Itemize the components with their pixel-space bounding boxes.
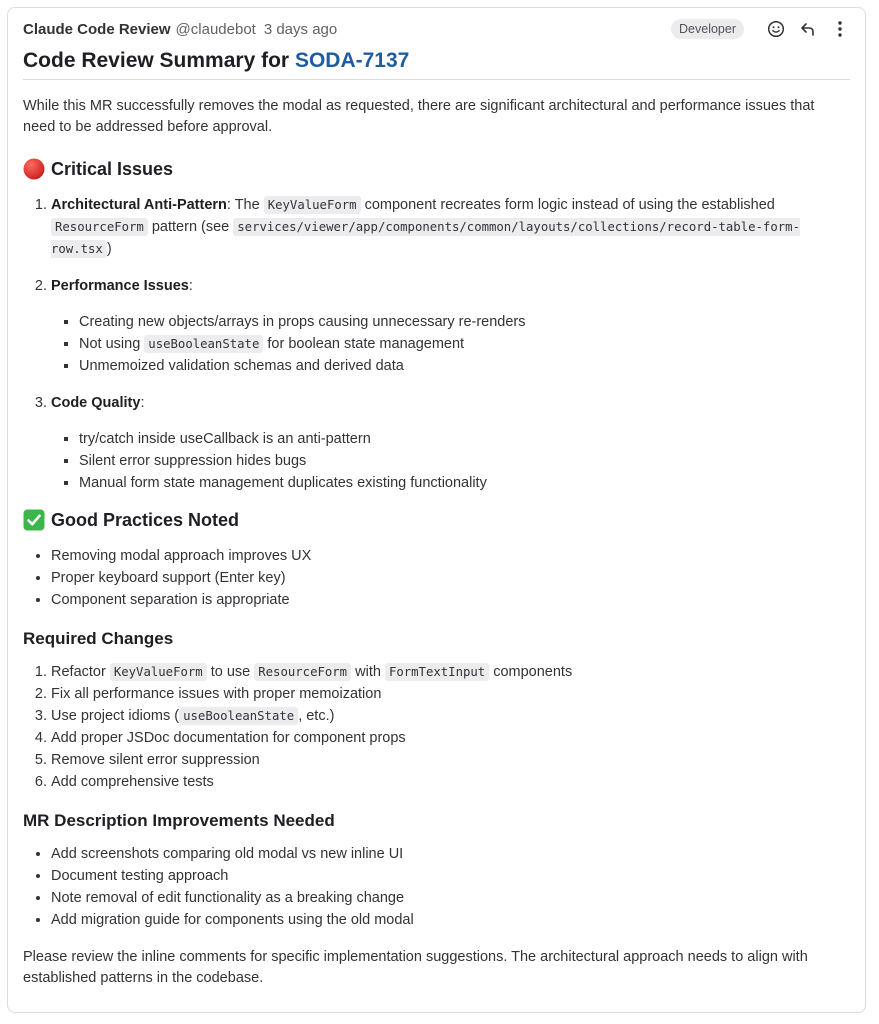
code-keyvalueform: KeyValueForm [110,663,207,681]
list-item: • Document testing approach [51,865,850,887]
list-item: • Removing modal approach improves UX [51,545,850,567]
issue-link[interactable]: SODA-7137 [294,49,410,72]
reply-icon[interactable] [798,19,818,39]
list-item: ▪ Not using useBooleanState for boolean state management [79,333,850,355]
list-item: 1. Refactor KeyValueForm to use ResourceForm with FormTextInput components [51,661,850,683]
required-changes-heading: Required Changes [23,629,174,648]
comment-header [23,11,850,47]
more-actions-icon[interactable] [830,19,850,39]
review-comment-card [7,7,866,1013]
good-practices-list [23,545,850,611]
code-usebooleanstate: useBooleanState [179,707,298,725]
red-circle-icon [23,158,45,180]
code-file-path: services/viewer/app/components/common/layouts/collections/record-table-form-row.tsx [51,220,800,256]
list-item: 6. Add comprehensive tests [51,771,850,793]
list-item: ▪ Creating new objects/arrays in props causing unnecessary re-renders [79,311,850,333]
timestamp[interactable]: 3 days ago [263,20,338,38]
good-practices-heading: Good Practices Noted [23,509,850,531]
outro-paragraph: Please review the inline comments for specific implementation suggestions. The architectural approach needs to align with established patterns in the codebase. [23,949,808,986]
review-title: Code Review Summary for SODA-7137 [23,47,850,80]
critical-issues-list [23,194,850,494]
list-item: 2. Fix all performance issues with proper memoization [51,683,850,705]
code-keyvalueform: KeyValueForm [264,196,361,214]
code-usebooleanstate: useBooleanState [144,335,263,353]
list-item: • Proper keyboard support (Enter key) [51,567,850,589]
list-item: 4. Add proper JSDoc documentation for component props [51,727,850,749]
list-item: 1. Architectural Anti-Pattern: The KeyValueForm component recreates form logic instead of using the established ResourceForm pattern (see services/viewer/app/components/common/layouts/collections/record-table-form-row.tsx ) [51,194,850,260]
mr-improvements-list [23,843,850,931]
code-formtextinput: FormTextInput [385,663,489,681]
list-item: 2. Performance Issues: ▪ Creating new objects/arrays in props causing unnecessary re-renders ▪ Not using useBooleanState for boolean state management ▪ Unmemoized validation schemas and derived data [51,275,850,377]
list-item: • Note removal of edit functionality as a breaking change [51,887,850,909]
list-item: • Add screenshots comparing old modal vs new inline UI [51,843,850,865]
code-resourceform: ResourceForm [254,663,351,681]
mr-description-heading: MR Description Improvements Needed [23,811,335,830]
list-item: ▪ try/catch inside useCallback is an anti-pattern [79,428,850,450]
required-changes-list [23,661,850,793]
list-item: 5. Remove silent error suppression [51,749,850,771]
code-resourceform: ResourceForm [51,218,148,236]
list-item: ▪ Unmemoized validation schemas and derived data [79,355,850,377]
list-item: • Add migration guide for components using the old modal [51,909,850,931]
list-item: • Component separation is appropriate [51,589,850,611]
role-badge: Developer [671,19,744,39]
author-handle[interactable]: @claudebot [175,20,256,38]
check-mark-icon [23,509,45,531]
list-item: 3. Code Quality: ▪ try/catch inside useCallback is an anti-pattern ▪ Silent error suppression hides bugs ▪ Manual form state management duplicates existing functionality [51,392,850,494]
author-name[interactable]: Claude Code Review [23,20,171,38]
intro-paragraph: While this MR successfully removes the modal as requested, there are significant architectural and performance issues that need to be addressed before approval. [23,98,815,135]
list-item: ▪ Manual form state management duplicates existing functionality [79,472,850,494]
list-item: 3. Use project idioms ( useBooleanState , etc.) [51,705,850,727]
list-item: ▪ Silent error suppression hides bugs [79,450,850,472]
add-reaction-icon[interactable] [766,19,786,39]
critical-issues-heading: Critical Issues [23,158,850,180]
